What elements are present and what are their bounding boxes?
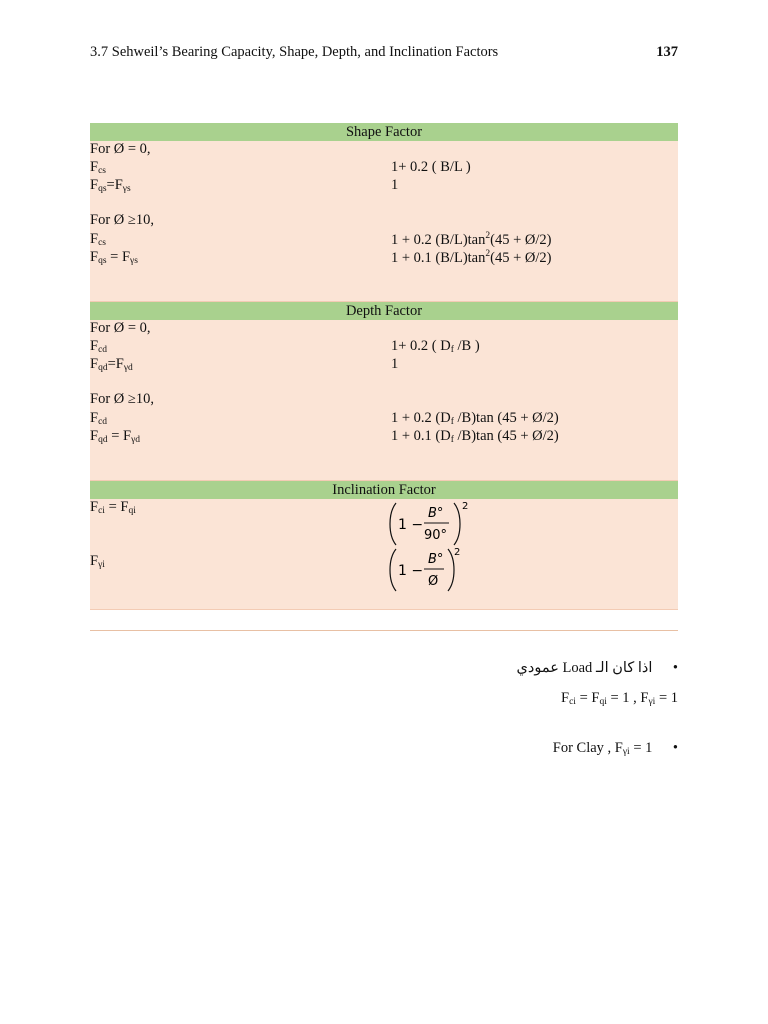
depth-fcd2-value: 1 + 0.2 ($D_f$ /B)tan (45 + Ø/2) [391, 410, 559, 427]
running-title: 3.7 Sehweil’s Bearing Capacity, Shape, Depth, and Inclination Factors [90, 44, 499, 60]
depth-factor-section [90, 320, 678, 481]
svg-text:Ø: Ø [428, 574, 439, 589]
shape-fcs-value: 1+ 0.2 ( B/L ) [391, 159, 471, 175]
svg-text:B°: B° [428, 506, 444, 521]
horizontal-rule [90, 630, 678, 631]
depth-fcd-label: $F_{cd}$ [90, 338, 108, 355]
svg-text:2: 2 [462, 501, 469, 512]
page-header [90, 44, 678, 64]
note-vertical-load [517, 660, 678, 677]
page-number: 137 [656, 44, 678, 60]
svg-text:B°: B° [428, 552, 444, 567]
svg-text:2: 2 [454, 547, 461, 558]
factors-table [90, 123, 678, 610]
depth-phi0-label: For Ø = 0, [90, 320, 151, 336]
depth-fqd2-value: 1 + 0.1 ($D_f$ /B)tan (45 + Ø/2) [391, 428, 559, 445]
shape-factor-section [90, 141, 678, 302]
note-vertical-load-text: اذا كان الـ Load عمودي [516, 660, 653, 676]
depth-fqd-label: $F_{qd}=F_{\gamma d}$ [90, 356, 133, 373]
svg-text:1 −: 1 − [398, 517, 424, 533]
depth-fcd-value: 1+ 0.2 ( $D_f$ /B ) [391, 338, 480, 355]
incl-fci-label: $F_{ci} = F_{qi}$ [90, 499, 136, 516]
depth-fqd-value: 1 [391, 356, 399, 372]
inclination-factor-section [90, 499, 678, 610]
shape-fqs-value: 1 [391, 177, 399, 193]
note-clay [553, 740, 678, 757]
svg-text:90°: 90° [424, 528, 448, 543]
inclination-factor-heading: Inclination Factor [90, 481, 678, 499]
depth-phi10-label: For Ø ≥10, [90, 391, 154, 407]
shape-fqs-label: $F_{qs}=F_{\gamma s}$ [90, 177, 131, 194]
inclination-formula-1 [386, 499, 476, 547]
bullet-icon: • [672, 740, 678, 756]
shape-fcs-label: $F_{cs}$ [90, 159, 106, 176]
shape-fqs2-value: 1 + 0.1 $(B/L)\tan^2(45$ + Ø/2) [391, 249, 552, 266]
depth-fcd2-label: $F_{cd}$ [90, 410, 108, 427]
shape-phi0-label: For Ø = 0, [90, 141, 151, 157]
shape-fcs2-value: 1 + 0.2 $(B/L)\tan^2(45$ + Ø/2) [391, 231, 552, 248]
shape-phi10-label: For Ø ≥10, [90, 212, 154, 228]
shape-fqs2-label: $F_{qs} = F_{\gamma s}$ [90, 249, 138, 266]
svg-text:1 −: 1 − [398, 563, 424, 579]
depth-factor-heading: Depth Factor [90, 302, 678, 320]
inclination-formula-2 [386, 545, 476, 593]
note-factors-equal-one: $F_{ci} = F_{qi} = 1$ , $F_{\gamma i} = 1$ [561, 690, 678, 707]
depth-fqd2-label: $F_{qd} = F_{\gamma d}$ [90, 428, 141, 445]
shape-fcs2-label: $F_{cs}$ [90, 231, 106, 248]
incl-fgi-label: $F_{\gamma i}$ [90, 553, 105, 570]
bullet-icon: • [672, 660, 678, 676]
note-clay-text: For Clay , $F_{\gamma i} = 1$ [552, 740, 653, 757]
shape-factor-heading: Shape Factor [90, 123, 678, 141]
